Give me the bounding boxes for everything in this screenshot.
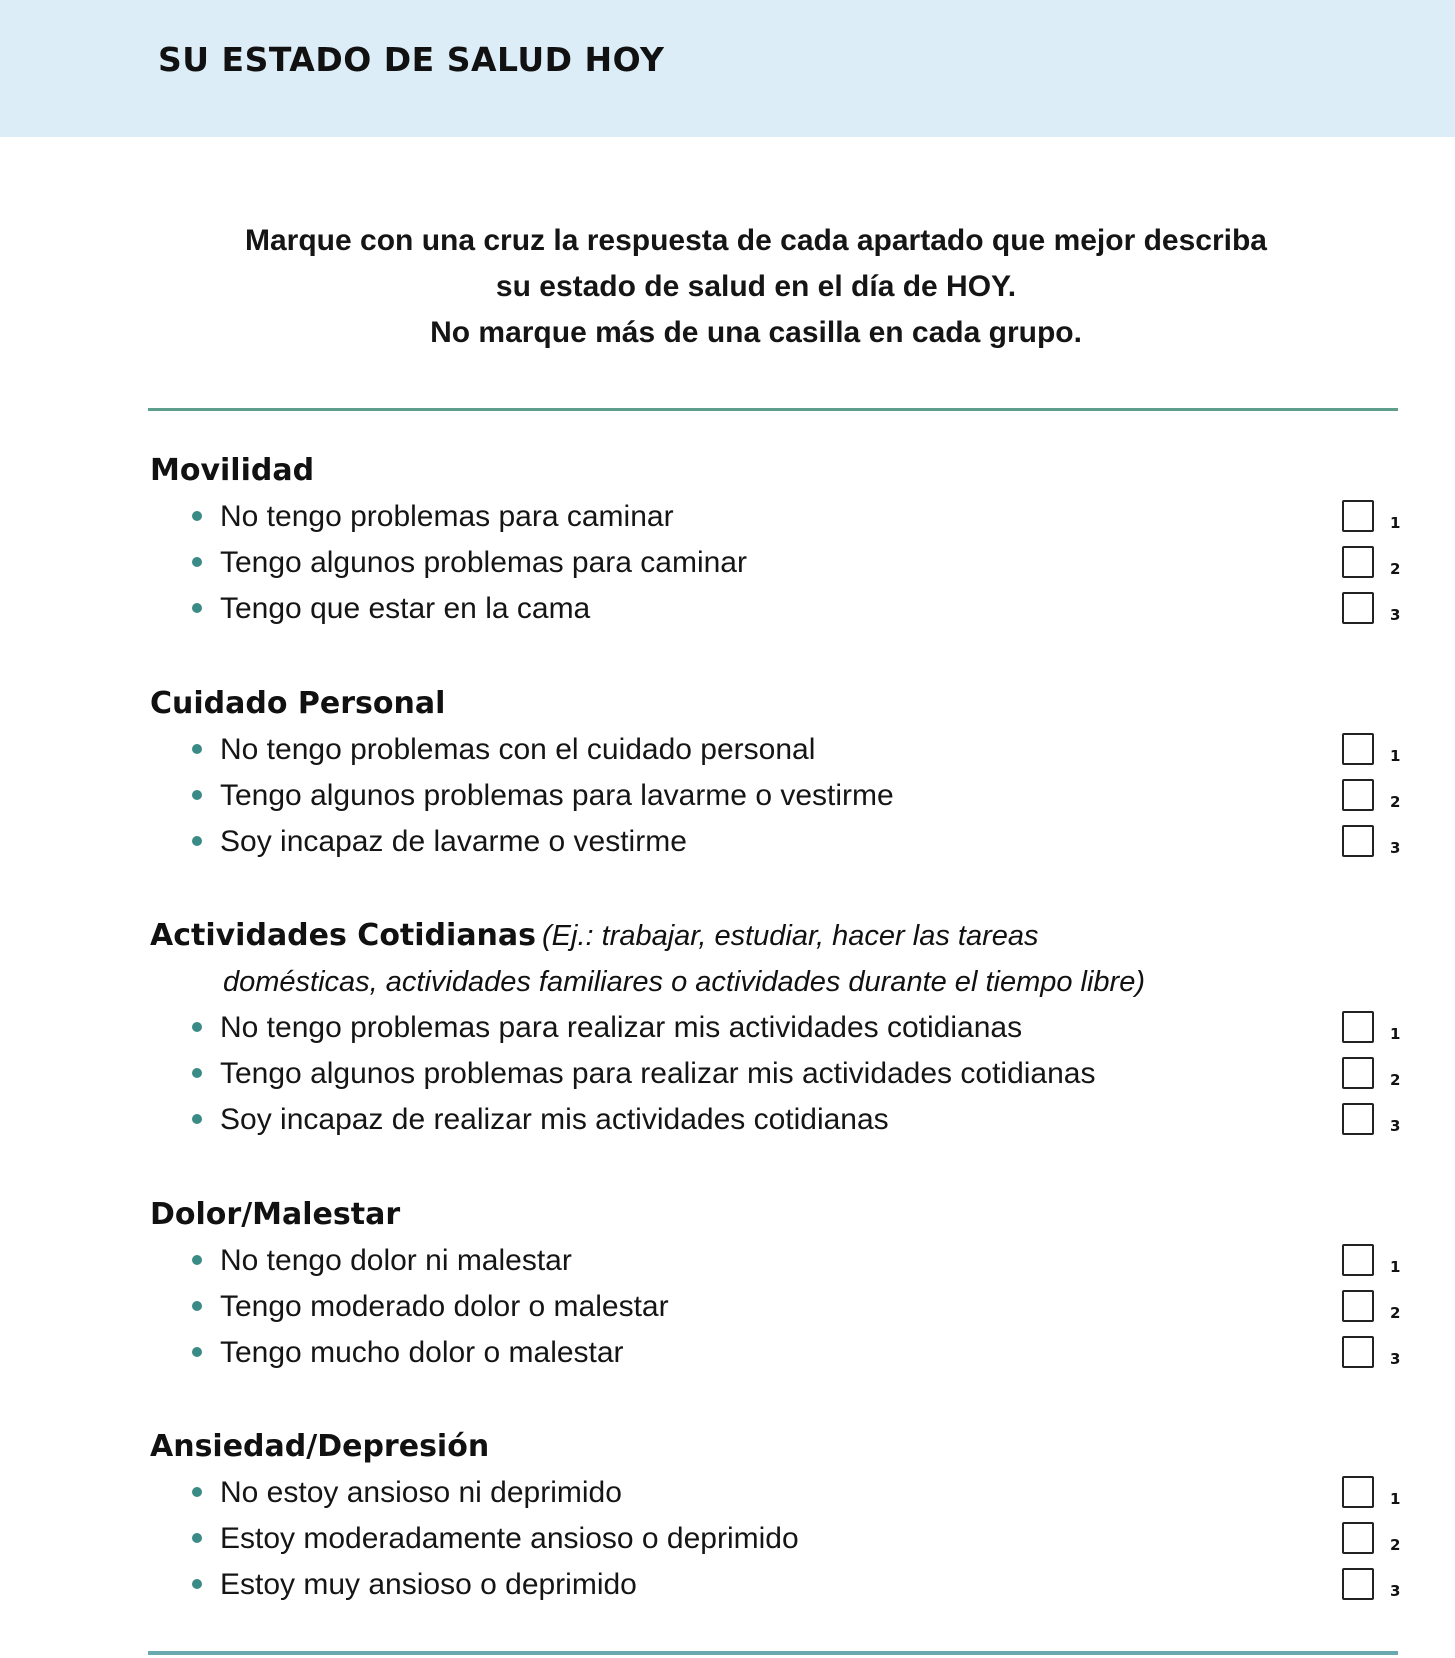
option-code: 1 bbox=[1390, 1025, 1401, 1043]
option-row bbox=[150, 1516, 1400, 1562]
bullet-icon bbox=[192, 1533, 202, 1543]
bullet-icon bbox=[192, 1347, 202, 1357]
option-code: 1 bbox=[1390, 1490, 1401, 1508]
option-code: 3 bbox=[1390, 1582, 1401, 1600]
instructions-line-3: No marque más de una casilla en cada grupo. bbox=[430, 316, 1082, 349]
option-row bbox=[150, 494, 1400, 540]
option-label: Tengo mucho dolor o malestar bbox=[220, 1336, 624, 1369]
option-row bbox=[150, 1238, 1400, 1284]
bullet-icon bbox=[192, 1255, 202, 1265]
checkbox[interactable] bbox=[1342, 1290, 1374, 1322]
checkbox[interactable] bbox=[1342, 1476, 1374, 1508]
checkbox[interactable] bbox=[1342, 733, 1374, 765]
checkbox[interactable] bbox=[1342, 1336, 1374, 1368]
checkbox[interactable] bbox=[1342, 1011, 1374, 1043]
option-row bbox=[150, 540, 1400, 586]
option-label: Tengo algunos problemas para caminar bbox=[220, 546, 747, 579]
option-label: Tengo algunos problemas para realizar mis actividades cotidianas bbox=[220, 1057, 1096, 1090]
bullet-icon bbox=[192, 1301, 202, 1311]
group-title bbox=[150, 913, 1400, 959]
option-row bbox=[150, 1097, 1400, 1143]
option-code: 2 bbox=[1390, 1304, 1401, 1322]
option-label: No estoy ansioso ni deprimido bbox=[220, 1476, 622, 1509]
group-dolor-malestar bbox=[150, 1192, 1400, 1376]
group-title: Ansiedad/Depresión bbox=[150, 1429, 490, 1464]
group-title-text: Actividades Cotidianas bbox=[150, 918, 537, 953]
checkbox[interactable] bbox=[1342, 1057, 1374, 1089]
instructions bbox=[150, 218, 1362, 356]
option-label: Estoy muy ansioso o deprimido bbox=[220, 1568, 637, 1601]
option-row bbox=[150, 1562, 1400, 1608]
option-label: Soy incapaz de lavarme o vestirme bbox=[220, 825, 687, 858]
option-row bbox=[150, 1005, 1400, 1051]
option-code: 2 bbox=[1390, 560, 1401, 578]
option-row bbox=[150, 773, 1400, 819]
checkbox[interactable] bbox=[1342, 1244, 1374, 1276]
divider-bottom bbox=[148, 1651, 1398, 1655]
option-row bbox=[150, 1284, 1400, 1330]
group-title: Movilidad bbox=[150, 453, 315, 488]
checkbox[interactable] bbox=[1342, 779, 1374, 811]
bullet-icon bbox=[192, 744, 202, 754]
bullet-icon bbox=[192, 511, 202, 521]
instructions-line-2: su estado de salud en el día de HOY. bbox=[495, 270, 1017, 303]
group-title: Dolor/Malestar bbox=[150, 1197, 401, 1232]
bullet-icon bbox=[192, 1114, 202, 1124]
bullet-icon bbox=[192, 1022, 202, 1032]
option-label: Soy incapaz de realizar mis actividades cotidianas bbox=[220, 1103, 889, 1136]
option-code: 2 bbox=[1390, 793, 1401, 811]
header-band bbox=[0, 0, 1455, 137]
option-code: 1 bbox=[1390, 514, 1401, 532]
bullet-icon bbox=[192, 790, 202, 800]
option-row bbox=[150, 1051, 1400, 1097]
group-ansiedad-depresion bbox=[150, 1424, 1400, 1608]
bullet-icon bbox=[192, 1487, 202, 1497]
group-cuidado-personal bbox=[150, 681, 1400, 865]
divider-top bbox=[148, 408, 1398, 411]
option-code: 3 bbox=[1390, 606, 1401, 624]
option-row bbox=[150, 727, 1400, 773]
option-code: 3 bbox=[1390, 1117, 1401, 1135]
option-label: Estoy moderadamente ansioso o deprimido bbox=[220, 1522, 799, 1555]
page-title: SU ESTADO DE SALUD HOY bbox=[158, 40, 665, 79]
option-code: 2 bbox=[1390, 1536, 1401, 1554]
option-code: 2 bbox=[1390, 1071, 1401, 1089]
option-code: 3 bbox=[1390, 839, 1401, 857]
option-label: No tengo problemas con el cuidado personal bbox=[220, 733, 816, 766]
checkbox[interactable] bbox=[1342, 825, 1374, 857]
checkbox[interactable] bbox=[1342, 546, 1374, 578]
group-movilidad bbox=[150, 448, 1400, 632]
option-row bbox=[150, 819, 1400, 865]
option-label: Tengo algunos problemas para lavarme o vestirme bbox=[220, 779, 894, 812]
group-note: (Ej.: trabajar, estudiar, hacer las tareas bbox=[542, 920, 1039, 952]
option-code: 1 bbox=[1390, 747, 1401, 765]
option-label: No tengo problemas para caminar bbox=[220, 500, 674, 533]
option-label: Tengo moderado dolor o malestar bbox=[220, 1290, 669, 1323]
option-code: 3 bbox=[1390, 1350, 1401, 1368]
group-actividades-cotidianas bbox=[150, 913, 1400, 1143]
option-code: 1 bbox=[1390, 1258, 1401, 1276]
option-row bbox=[150, 1470, 1400, 1516]
option-label: No tengo problemas para realizar mis actividades cotidianas bbox=[220, 1011, 1023, 1044]
option-row bbox=[150, 586, 1400, 632]
bullet-icon bbox=[192, 1068, 202, 1078]
option-label: No tengo dolor ni malestar bbox=[220, 1244, 572, 1277]
bullet-icon bbox=[192, 603, 202, 613]
option-label: Tengo que estar en la cama bbox=[220, 592, 591, 625]
option-row bbox=[150, 1330, 1400, 1376]
instructions-line-1: Marque con una cruz la respuesta de cada apartado que mejor describa bbox=[245, 224, 1267, 257]
group-title: Cuidado Personal bbox=[150, 686, 446, 721]
bullet-icon bbox=[192, 1579, 202, 1589]
checkbox[interactable] bbox=[1342, 1103, 1374, 1135]
bullet-icon bbox=[192, 557, 202, 567]
checkbox[interactable] bbox=[1342, 500, 1374, 532]
group-note-continued: domésticas, actividades familiares o actividades durante el tiempo libre) bbox=[223, 966, 1145, 998]
bullet-icon bbox=[192, 836, 202, 846]
checkbox[interactable] bbox=[1342, 1522, 1374, 1554]
checkbox[interactable] bbox=[1342, 1568, 1374, 1600]
checkbox[interactable] bbox=[1342, 592, 1374, 624]
